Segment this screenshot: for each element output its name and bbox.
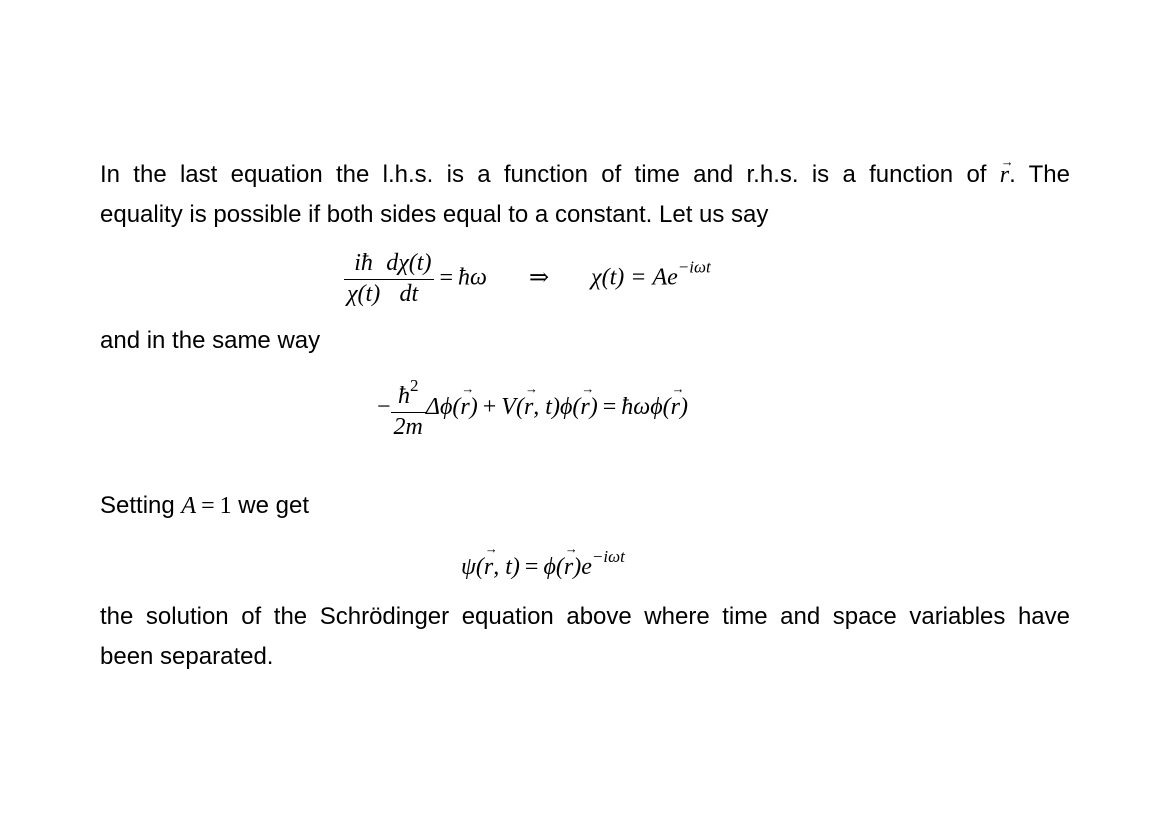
r-vector-symbol: r →	[460, 394, 469, 421]
r-vector-symbol: r →	[484, 554, 493, 581]
equals-sign: =	[524, 554, 539, 580]
intro-text-line1-end: . The	[1009, 161, 1070, 188]
r-vector-symbol: r →	[580, 394, 589, 421]
paren-close: )	[589, 394, 598, 421]
fraction-numerator: iħ	[354, 250, 373, 276]
psi-term: ψ(	[461, 554, 484, 580]
equals-sign: =	[602, 394, 617, 421]
equals-sign: =	[439, 264, 453, 291]
r-vector-symbol: r →	[1000, 155, 1009, 195]
exponent: −iωt	[591, 547, 625, 566]
fraction-denominator: 2m	[391, 412, 426, 441]
phi-term: ϕ(	[543, 554, 564, 580]
a-variable: A	[181, 493, 197, 519]
equation-time-part	[344, 250, 711, 308]
plus-sign: +	[482, 394, 497, 421]
equation-result: χ(t) = Ae	[591, 264, 678, 291]
potential-term: V(	[501, 394, 524, 421]
r-vector-symbol: r →	[524, 394, 533, 421]
equation-rhs: ħωϕ(	[621, 394, 671, 421]
equation-space-part	[377, 376, 688, 441]
r-vector-symbol: r →	[564, 554, 573, 581]
intro-text-line1: In the last equation the l.h.s. is a function of time and r.h.s. is a function of	[100, 161, 987, 188]
exponent: 2	[409, 376, 419, 395]
paren-close: )	[469, 394, 478, 421]
paragraph-conclusion-line1: the solution of the Schrödinger equation above where time and space variables have	[100, 603, 1070, 630]
value-one: 1	[219, 493, 232, 519]
we-get-text: we get	[238, 492, 309, 519]
laplacian-term: Δϕ(	[425, 394, 461, 421]
hbar-symbol: ħ	[397, 383, 410, 409]
fraction-dchi-dt	[383, 250, 434, 308]
setting-text: Setting	[100, 492, 175, 519]
equation-wavefunction	[461, 547, 625, 581]
paren-close: )	[679, 394, 688, 421]
paragraph-intro-line1	[100, 155, 1070, 195]
psi-term-end: , t)	[493, 554, 520, 580]
paragraph-conclusion-line2: been separated.	[100, 643, 274, 670]
potential-term-mid: , t)ϕ(	[533, 394, 581, 421]
equals-sign: =	[201, 493, 215, 519]
fraction-numerator: dχ(t)	[386, 250, 432, 276]
paragraph-intro-line2: equality is possible if both sides equal to a constant. Let us say	[100, 201, 769, 228]
fraction-hbar2-over-2m	[391, 376, 426, 441]
fraction-numerator	[391, 376, 426, 412]
r-vector-symbol: r →	[671, 394, 680, 421]
fraction-denominator: χ(t)	[344, 279, 383, 308]
fraction-denominator: dt	[383, 279, 434, 308]
exponent: −iωt	[677, 257, 711, 277]
fraction-ih-over-chi	[344, 250, 383, 308]
exponential-base: )e	[573, 554, 592, 580]
paragraph-same-way: and in the same way	[100, 327, 321, 354]
equation-rhs: ħω	[457, 264, 487, 291]
paragraph-setting-a	[100, 486, 1070, 526]
minus-sign: −	[377, 394, 391, 421]
implies-symbol: ⇒	[528, 264, 550, 291]
